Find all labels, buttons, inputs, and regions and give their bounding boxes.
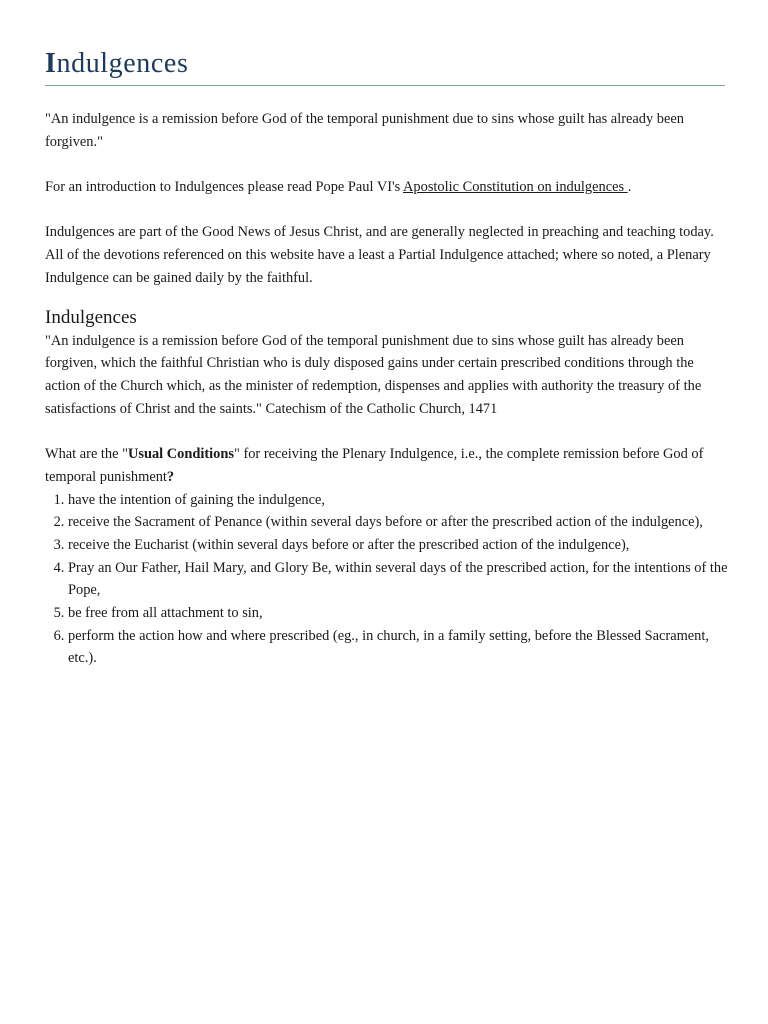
question-suffix: " for receiving the Plenary Indulgence, i.e., the complete remission before God of temporal punishment [45,446,704,485]
spacer [45,420,730,443]
question-mark: ? [166,468,175,485]
list-item: 6. perform the action how and where prescribed (eg., in church, in a family setting, before the Blessed Sacrament, etc.). [68,625,730,670]
list-item: 1. have the intention of gaining the indulgence, [68,489,730,512]
catechism-paragraph: "An indulgence is a remission before God of the temporal punishment due to sins whose guilt has already been forgiven, which the faithful Christian who is duly disposed gains under certain prescribed conditions through the action of the Church which, as the minister of redemption, dispenses and applies with authority the treasury of the satisfactions of Christ and the saints." Catechism of the Catholic Church, 1471 [45,332,702,417]
question-bold: Usual Conditions [127,446,234,463]
intro-quote: "An indulgence is a remission before God of the temporal punishment due to sins whose guilt has already been forgiven." [45,111,684,150]
spacer [45,290,730,302]
page-title [45,44,188,84]
intro-link-suffix: . [627,179,632,196]
title-divider [45,85,725,86]
list-item: 3. receive the Eucharist (within several days before or after the prescribed action of the indulgence), [68,534,730,557]
good-news-paragraph: Indulgences are part of the Good News of Jesus Christ, and are generally neglected in preaching and teaching today. All of the devotions referenced on this website have a least a Partial Indulgence attached; where so noted, a Plenary Indulgence can be gained daily by the faithful. [45,224,714,286]
intro-link-prefix: For an introduction to Indulgences please read Pope Paul VI's [45,179,404,196]
question-prefix: What are the " [45,446,128,463]
section-heading: Indulgences [45,306,137,328]
conditions-list [45,489,730,671]
list-item: 2. receive the Sacrament of Penance (within several days before or after the prescribed action of the indulgence), [68,511,730,534]
spacer [45,153,730,176]
list-item: 4. Pray an Our Father, Hail Mary, and Glory Be, within several days of the prescribed action, for the intentions of the Pope, [68,557,730,602]
intro-link-paragraph [45,176,730,199]
apostolic-constitution-link[interactable]: Apostolic Constitution on indulgences [403,179,628,196]
title-rest: ndulgences [56,48,189,79]
list-item: 5. be free from all attachment to sin, [68,602,730,625]
title-initial: I [45,48,57,79]
spacer [45,199,730,222]
main-content [45,108,730,670]
usual-conditions-question [45,443,730,488]
